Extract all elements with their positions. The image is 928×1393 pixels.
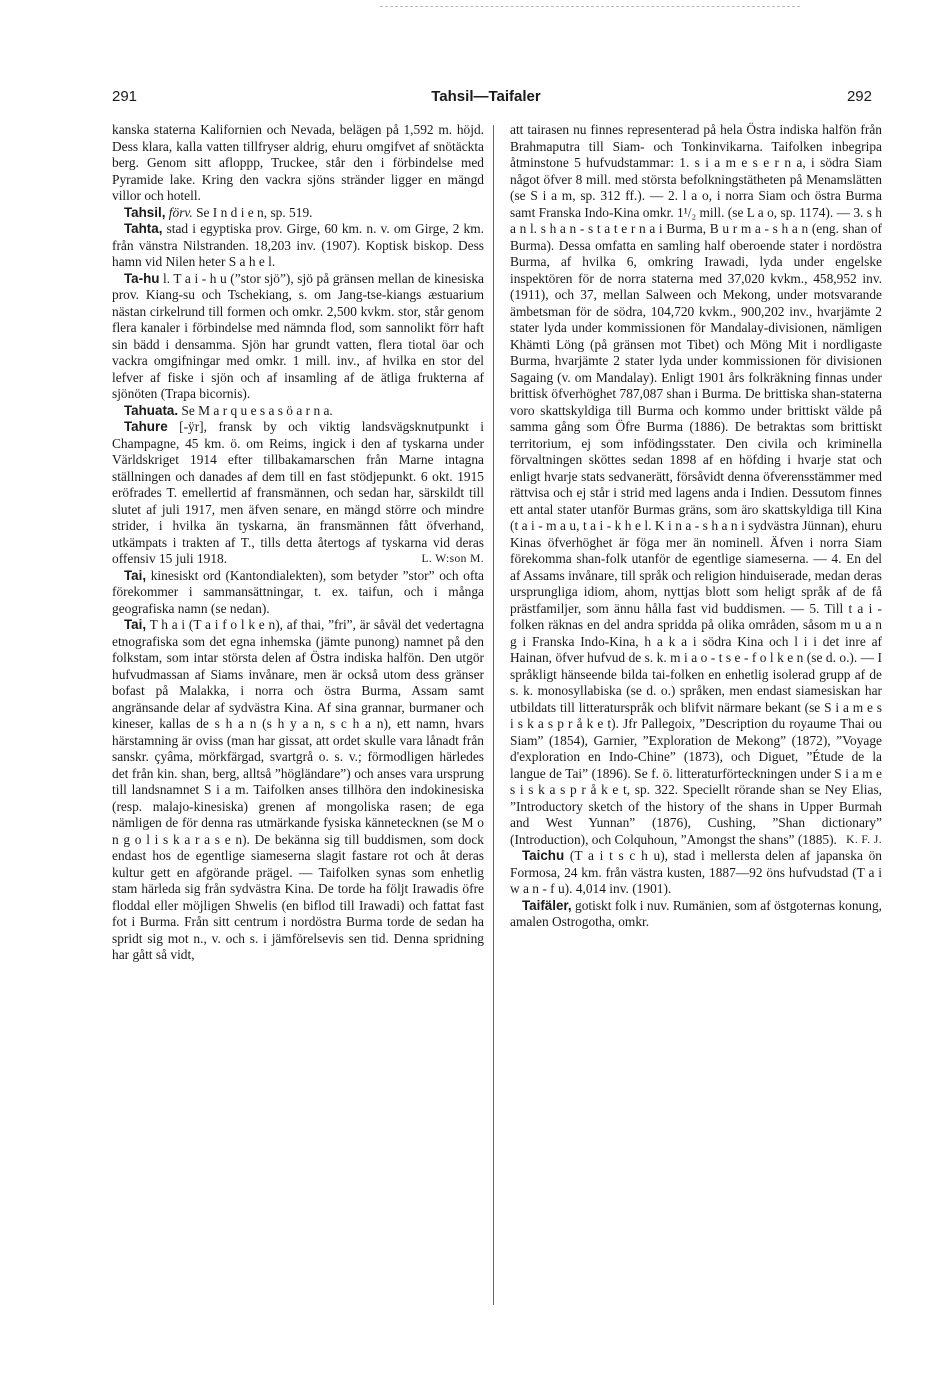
entry-headword: Taifäler, [522,897,572,913]
entry-headword: Tai, [124,617,147,632]
column-divider [493,125,494,1305]
entry-continuation: kanska staterna Kalifornien och Nevada, belägen på 1,592 m. höjd. Dess klara, kalla vatten tillfryser aldrig, ehuru omgifvet af snötäckta berg. Genom sitt afloppp, Truckee, står den i förbindelse med Pyramide lake. Kring den vackra sjöns stränder ligger en mängd villor och hotell. [112,122,484,203]
entry-tahta: Tahta, stad i egyptiska prov. Girge, 60 km. n. v. om Girge, 2 km. från vänstra Nilstranden. 18,203 inv. (1907). Koptisk biskop. Dess hamn vid Nilen heter S a h e l. [112,221,484,269]
entry-tahsil: Tahsil, förv. Se I n d i e n, sp. 519. [124,204,313,220]
entry-headword: Tahure [124,419,168,434]
entry-tai-people: Tai, T h a i (T a i f o l k e n), af thai, ”fri”, är såväl det vedertagna etnografiska som det egna inhemska (jämte punong) namnet på den folkstam, som intar största delen af Östra indiska halfön. Den utgör hufvudmassan af Siams invånare, men är också utom dess gränser bofast på Malakka, i norra och östra Burma, Assam samt angränsande delar af sydvästra Kina. Af sina grannar, burmaner och kineser, kallas de s h a n (s h y a n, s c h a n), ett namn, hvars härstamning är oviss (man har gissat, att ordet skulle vara lånadt från sanskr. çyâma, mörkfärgad, svartgrå o. s. v.; förmodligen härledes det från kin. shan, berg, alltså ”högländare”) och anses vara ursprung till landsnamnet S i a m. Taifolken anses tillhöra den indokinesiska (resp. malajo-kinesiska) grenen af mongoliska rasen; de ega nämligen de för denna ras utmärkande fysiska kännetecknen (se M o n g o l i s k a r a s e n). De bekänna sig till buddismen, som dock endast hos de egentlige siameserna slagit fastare rot och åt deras kultur gett en afgörande prägel. — Taifolken synas som enhetlig stam härleda sig från sydvästra Kina. De torde ha följt Irawadis öfre floddal eller möjligen Shwelis (en biflod till Irawadi) och fattat fast fot i Burma. Från sitt centrum i nordöstra Burma torde de sedan ha spridt sig mot n., v. och s. i jämförelsevis sen tid. Denna spridning har gått så vidt, [112,617,484,962]
left-column [112,122,484,964]
entry-tahure: Tahure [-ÿr], fransk by och viktig landsvägsknutpunkt i Champagne, 45 km. ö. om Reims, ingick i den af tyskarna under Världskriget 1914 efter tillbakamarschen från Marne intagna ställningen och danades af dem till en fast stödjepunkt. 6 okt. 1915 eröfrades T. emellertid af fransmännen, och sedan har, särskildt till slutet af juli 1917, men äfven senare, en mängd större och mindre strider, i hvilka än tyskarna, än fransmännen fått öfverhand, utkämpats i trakten af T., tills detta återtogs af tyskarna vid deras offensiv 15 juli 1918. L. W:son M. [112,419,484,566]
page-number-left: 291 [112,88,138,105]
author-signature: L. W:son M. [421,553,484,565]
page-header [96,88,876,112]
entry-ta-hu: Ta-hu l. T a i - h u (”stor sjö”), sjö på gränsen mellan de kinesiska prov. Kiang-su och Tschekiang, s. om Jang-tse-kiangs æstuarium nästan cirkelrund till formen och omkr. 2,500 kvkm. stor, står genom flera kanaler i förbindelse med nämnda flod, som sannolikt förr haft sin bädd i densamma. Sjön har grundt vatten, flera tiotal öar och vackra omgifningar med omkr. 1 mill. inv., af hvilka en stor del lefver af fiske i sjön och af insamling af de ätliga frukterna af sjönöten (Trapa bicornis). [112,270,484,401]
scan-edge-rule [380,6,800,7]
entry-taifaler: Taifäler, gotiskt folk i nuv. Rumänien, som af östgoternas konung, amalen Ostrogotha, omkr. [510,897,882,929]
entry-headword: Tahta, [124,221,163,236]
right-column [510,122,882,931]
entry-headword: Taichu [522,848,565,863]
entry-tahuata: Tahuata. Se M a r q u e s a s ö a r n a. [124,402,333,418]
entry-headword: Ta-hu [124,270,160,286]
entry-tai-word: Tai, kinesiskt ord (Kantondialekten), som betyder ”stor” och ofta förekommer i sammansättningar, t. ex. taifun, och i många geografiska namn (se nedan). [112,567,484,616]
page-number-right: 292 [846,88,872,105]
entry-continuation: att tairasen nu finnes representerad på hela Östra indiska halfön från Brahmaputra till Siam- och Tonkinvikarna. Taifolken inbegripa åtminstone 5 hufvudstammar: 1. s i a m e s e r n a, i södra Siam något öfver 8 mill. med största befolkningstätheten på Menamslätten (se S i a m, sp. 312 ff.). — 2. l a o, i norra Siam och östra Burma samt Franska Indo-Kina omkr. 1¹/₂ mill. (se L a o, sp. 1174). — 3. s h a n l. s h a n - s t a t e r n a i Burma, B u r m a - s h a n (eng. shan of Burma). Dessa omfatta en samling half oberoende stater i nordöstra Burma, af hvilka 6, omkring Irawadi, lyda under engelske inspektören för de norra staterna med 37,020 kvkm., 458,952 inv. (1911), och 37, mellan Salween och Mekong, under motsvarande ämbetsman för de södra, 104,720 kvkm., 900,202 inv., hvarjämte 2 stater lyda under kommissionen för Mandalay-divisionen, nämligen Khämti Löng (på gränsen mot Tibet) och Möng Mit i nordligaste Burma, hvarjämte 2 stater lyda under kommissionen för divisionen Sagaing (v. om Mandalay). Enligt 1901 års folkräkning finnas under brittisk öfverhöghet 787,087 shan i Burma. De brittiska shan-staterna voro skattskyldiga till Burma och kommo under brittiskt välde på samma gång som Öfre Burma (1886). De betraktas som brittiskt territorium, ej som infödingsstater. Den civila och kriminella förvaltningen sköttes sedan 1898 af en höfding i hvarje stat och enligt hvarje stats sedvanerätt, försåvidt denna öfverensstämmer med rättvisa och ej står i strid med lagens anda i Indien. Dessutom finnes ett antal stater utanför Burmas gräns, som äro skattskyldiga till Kina (t a i - m a u, t a i - k h e l. K i n a - s h a n i sydvästra Jünnan), ehuru Kinas öfverhöghet är föga mer än nominell. Äfven i norra Siam förekomma shan-folk utanför de egentlige siameserna. — 4. En del af Assams invånare, till språk och religion hinduiserade, medan deras ursprungliga idiom, ahom, nyttjas blott som heligt språk af de få prästfamiljer, som ännu hålla fast vid buddismen. — 5. Till t a i - folken räknas en del andra spridda på olika områden, såsom m u a n g i Franska Indo-Kina, h a k a i södra Kina och l i i det inre af Hainan, öfver hufvud de s. k. m i a o - t s e - f o l k e n (se d. o.). — I språkligt hänseende bilda tai-folken en enhetlig isolerad grupp af de s. k. monosyllabiska (se d. o.) språken, men endast siamesiskan har utbildats till litteraturspråk och blifvit närmare bekant (se S i a m e s i s k a s p r å k e t). Jfr Pallegoix, ”Description du royaume Thai ou Siam” (1854), Garnier, ”Exploration de Mekong” (1872), ”Voyage d'exploration en Indo-Chine” (1873), och Diguet, ”Étude de la langue de Tai” (1896). Se f. ö. litteraturförteckningen under S i a m e s i s k a s p r å k e t, sp. 322. Speciellt rörande shan se Ney Elias, ”Introductory sketch of the history of the shans in Upper Burmah and West Yunnan” (1876), Cushing, ”Shan dictionary” (Introduction), och Colquhoun, ”Amongst the shans” (1885). K. F. J. [510,122,882,847]
author-signature: K. F. J. [846,833,882,846]
entry-headword: Tahsil, [124,204,166,220]
entry-headword: Tahuata. [124,402,179,418]
running-head-title: Tahsil—Taifaler [431,88,541,105]
entry-taichu: Taichu (T a i t s c h u), stad i mellersta delen af japanska ön Formosa, 24 km. från västra kusten, 1887—92 öns hufvudstad (T a i w a n - f u). 4,014 inv. (1901). [510,848,882,896]
entry-headword: Tai, [124,567,147,583]
